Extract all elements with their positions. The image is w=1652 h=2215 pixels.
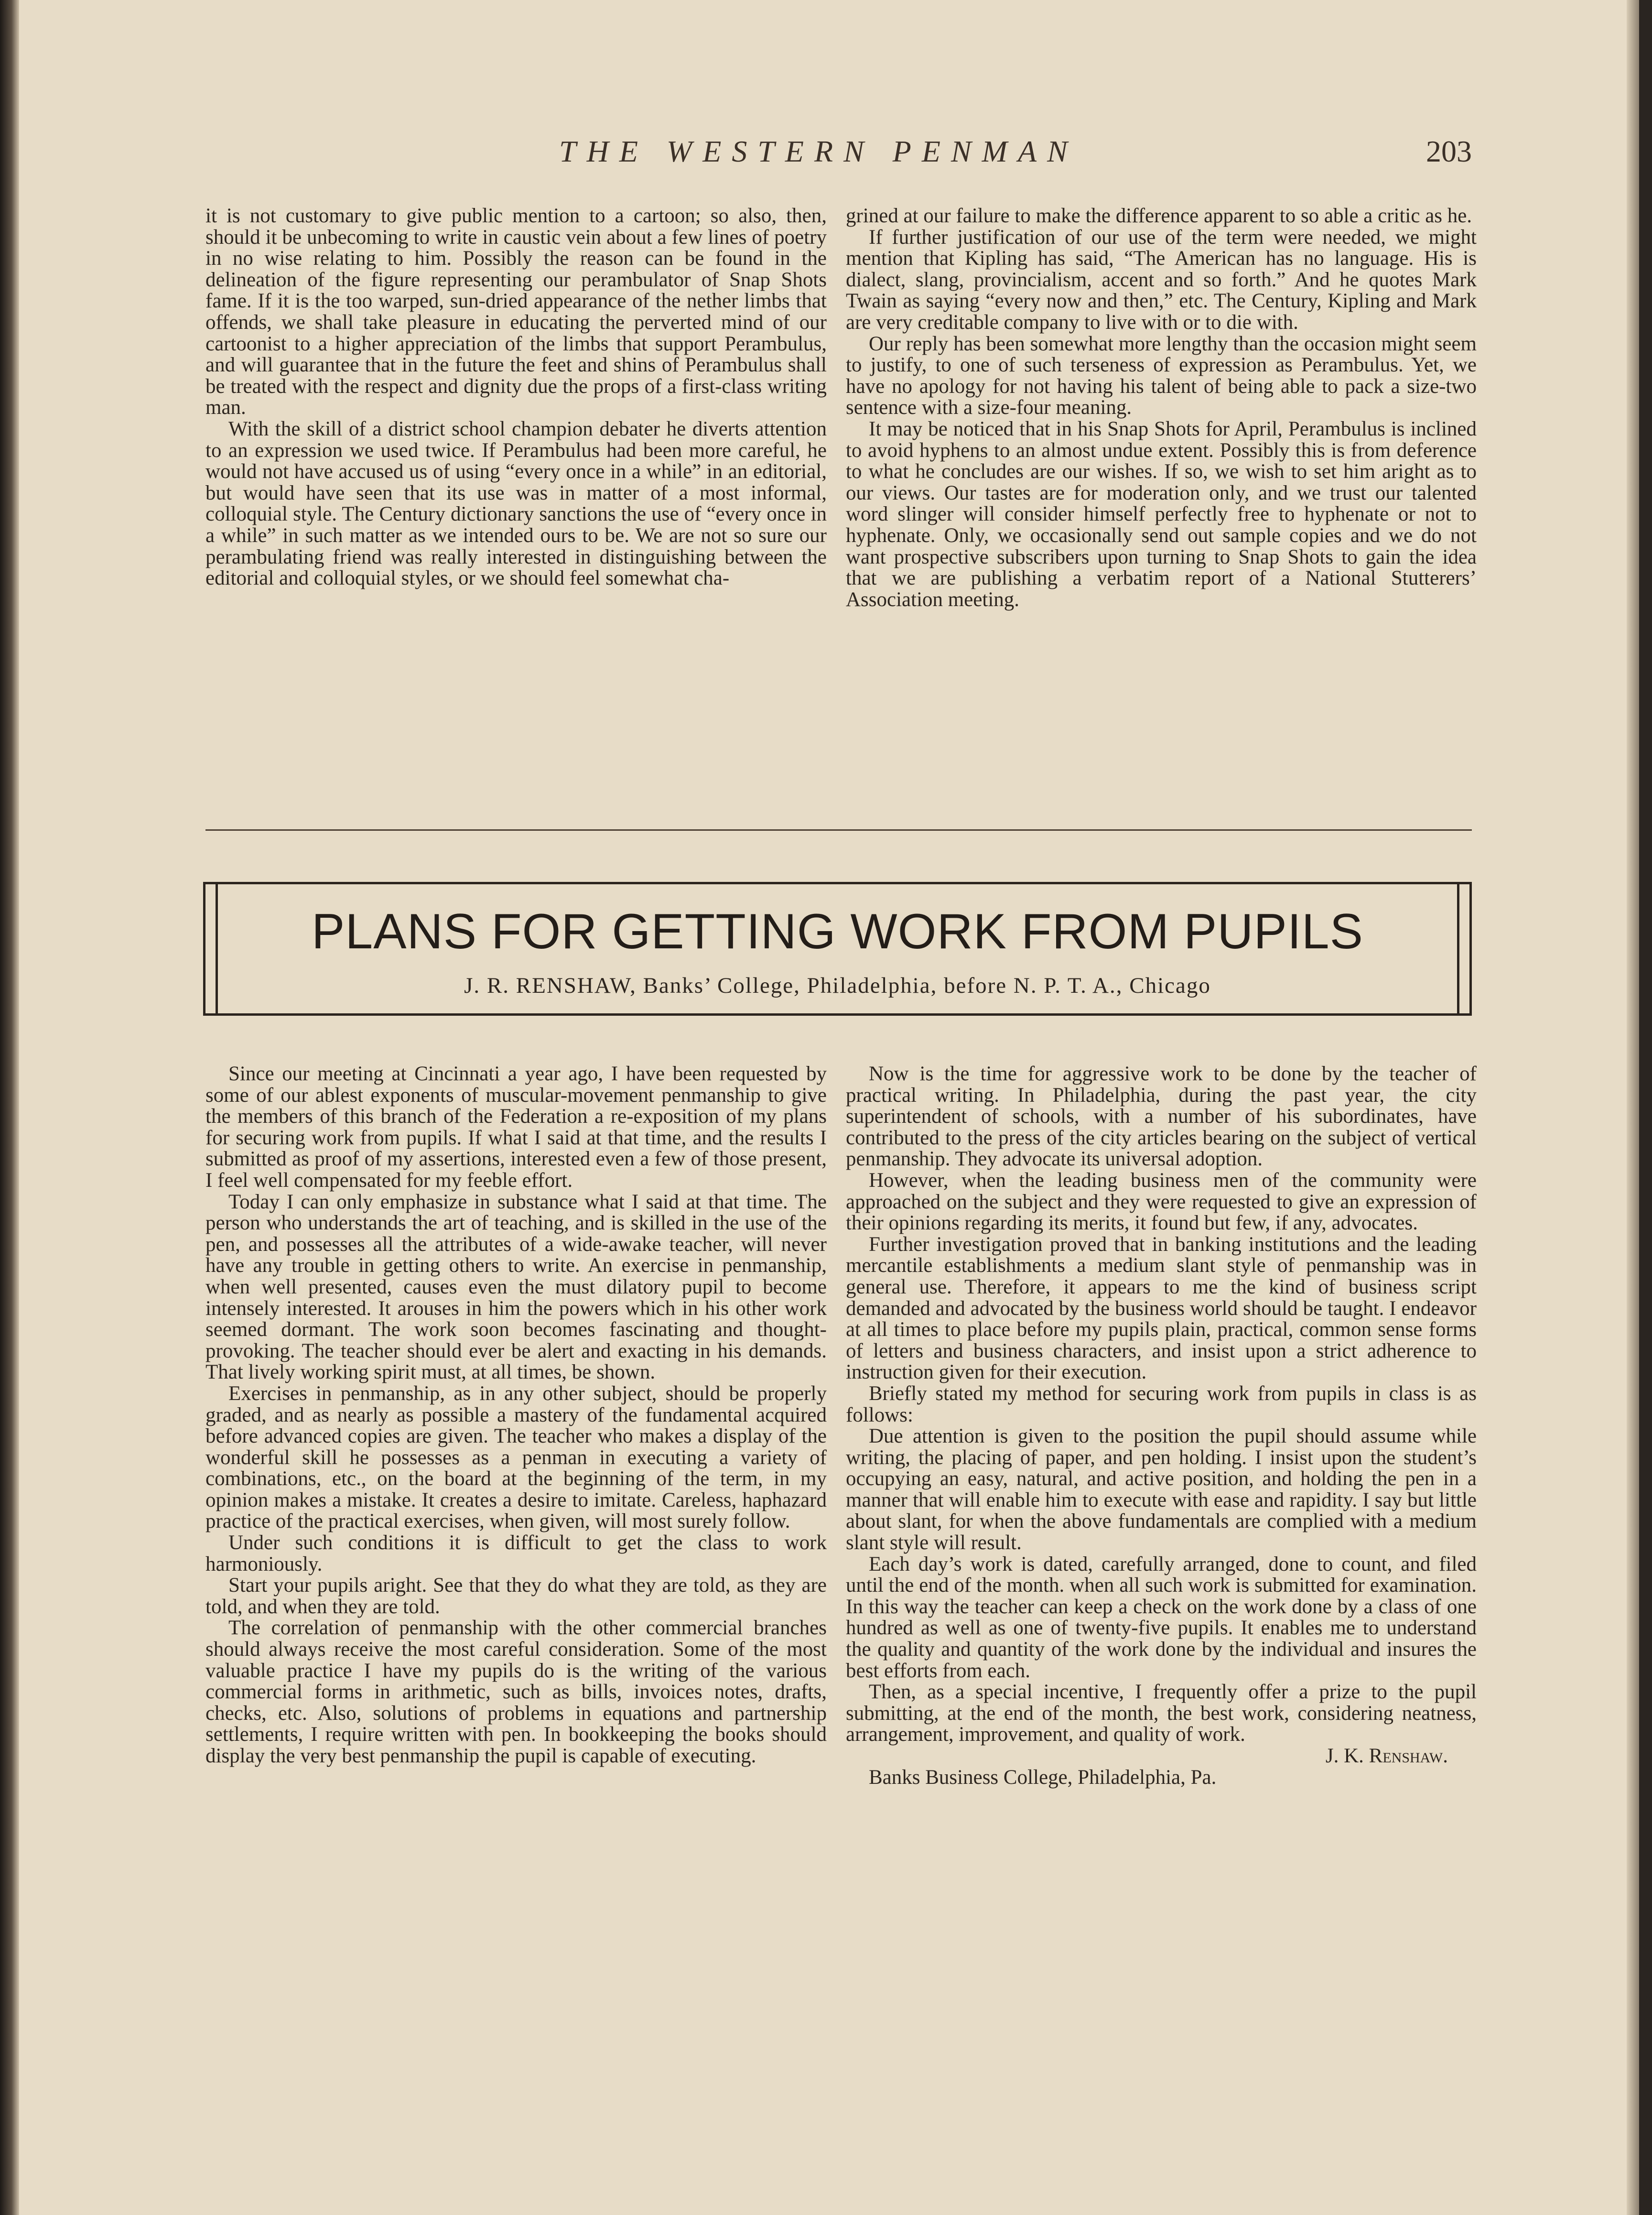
article-title-box xyxy=(203,882,1472,1016)
paragraph: Due attention is given to the position the pupil should assume while writing, the placing of paper, and pen holding. I insist upon the student’s occupying an easy, natural, and active position, and holding the pen in a manner that will enable him to execute with ease and rapidity. I say but little about slant, for when the above fundamentals are complied with a medium slant style will result. xyxy=(846,1425,1477,1554)
paragraph: However, when the leading business men of the community were approached on the subject and they were requested to give an expression of their opinions regarding its merits, it found but few, if any, advocates. xyxy=(846,1169,1477,1235)
paragraph: Today I can only emphasize in substance what I said at that time. The person who understands the art of teaching, and is skilled in the use of the pen, and possesses all the attributes of a wide-awake teacher, will never have any trouble in getting others to write. An exercise in penmanship, when well presented, causes even the must dilatory pupil to become intensely interested. It arouses in him the powers which in his other work seemed dormant. The work soon becomes fascinating and thought-provoking. The teacher should ever be alert and exacting in his demands. That lively working spirit must, at all times, be shown. xyxy=(205,1190,827,1384)
article-left-column xyxy=(205,1064,827,1767)
page-header xyxy=(559,134,1472,177)
paragraph: Under such conditions it is difficult to get the class to work harmoniously. xyxy=(205,1531,827,1575)
paragraph: Exercises in penmanship, as in any other subject, should be properly graded, and as nearly as possible a mastery of the fundamental acquired before advanced copies are given. The teacher who makes a display of the wonderful skill he possesses as a penman in executing a variety of combinations, etc., on the board at the beginning of the term, in my opinion makes a mistake. It creates a desire to imitate. Careless, haphazard practice of the practical exercises, when given, will most surely follow. xyxy=(205,1382,827,1533)
article-byline: J. R. RENSHAW, Banks’ College, Philadelphia, before N. P. T. A., Chicago xyxy=(464,973,1211,998)
article-right-column xyxy=(846,1064,1477,1788)
paragraph: Start your pupils aright. See that they do what they are told, as they are told, and when they are told. xyxy=(205,1574,827,1618)
article-title: PLANS FOR GETTING WORK FROM PUPILS xyxy=(312,904,1363,959)
signature-place: Banks Business College, Philadelphia, Pa. xyxy=(869,1766,1217,1789)
paragraph: it is not customary to give public mention to a cartoon; so also, then, should it be unbecoming to write in caustic vein about a few lines of poetry in no wise relating to him. Possibly the reason can be found in the delineation of the figure representing our perambulator of Snap Shots fame. If it is the too warped, sun-dried appearance of the nether limbs that offends, we shall take pleasure in educating the perverted mind of our cartoonist to a higher appreciation of the limbs that support Perambulus, and will guarantee that in the future the feet and shins of Perambulus shall be treated with the respect and dignity due the props of a first-class writing man. xyxy=(205,205,827,419)
paragraph: The correlation of penmanship with the other commercial branches should always receive the most careful consideration. Some of the most valuable practice I have my pupils do is the writing of the various commercial forms in arithmetic, such as bills, invoices notes, drafts, checks, etc. Also, solutions of problems in equations and partnership settlements, I require written with pen. In bookkeeping the books should display the very best penmanship the pupil is capable of executing. xyxy=(205,1617,827,1767)
page-edge-shadow xyxy=(1627,0,1639,2215)
paragraph: Briefly stated my method for securing work from pupils in class is as follows: xyxy=(846,1382,1477,1426)
previous-article-right-column xyxy=(846,206,1477,610)
paragraph: With the skill of a district school champion debater he diverts attention to an expression we used twice. If Perambulus had been more careful, he would not have accused us of using “every once in a while” in an editorial, but would have seen that its use was in matter of a most informal, colloquial style. The Century dictionary sanctions the use of “every once in a while” in such matter as we intended ours to be. We are not so sure our perambulating friend was really interested in distinguishing between the editorial and colloquial styles, or we should feel somewhat cha- xyxy=(205,417,827,590)
paragraph: If further justification of our use of the term were needed, we might mention that Kipling has said, “The American has no language. His is dialect, slang, provincialism, accent and so forth.” And he quotes Mark Twain as saying “every now and then,” etc. The Century, Kipling and Mark are very creditable company to live with or to die with. xyxy=(846,226,1477,334)
page-number: 203 xyxy=(1426,134,1472,168)
magazine-page xyxy=(19,0,1639,2215)
paragraph: Now is the time for aggressive work to be done by the teacher of practical writing. In Philadelphia, during the past year, the city superintendent of schools, with a number of his subordinates, have contributed to the press of the city articles bearing on the subject of vertical penmanship. They advocate its universal adoption. xyxy=(846,1063,1477,1171)
paragraph: Each day’s work is dated, carefully arranged, done to count, and filed until the end of the month. when all such work is submitted for examination. In this way the teacher can keep a check on the work done by a class of one hundred as well as one of twenty-five pupils. It enables me to understand the quality and quantity of the work done by the individual and insures the best efforts from each. xyxy=(846,1553,1477,1682)
book-spine-shadow xyxy=(0,0,19,2215)
running-head: THE WESTERN PENMAN xyxy=(559,134,1078,168)
paragraph: Our reply has been somewhat more lengthy than the occasion might seem to justify, to one of such terseness of expression as Perambulus. Yet, we have no apology for not having his talent of being able to pack a size-two sentence with a size-four meaning. xyxy=(846,332,1477,419)
paragraph: Since our meeting at Cincinnati a year ago, I have been requested by some of our ablest exponents of muscular-movement penmanship to give the members of this branch of the Federation a re-exposition of my plans for securing work from pupils. If what I said at that time, and the results I submitted as proof of my assertions, interested even a few of those present, I feel well compensated for my feeble effort. xyxy=(205,1063,827,1192)
paragraph: Further investigation proved that in banking institutions and the leading mercantile establishments a medium slant style of penmanship was in general use. Therefore, it appears to me the kind of business script demanded and advocated by the business world should be taught. I endeavor at all times to place before my pupils plain, practical, common sense forms of letters and business characters, and insist upon a strict adherence to instruction given for their execution. xyxy=(846,1233,1477,1384)
paragraph: Then, as a special incentive, I frequently offer a prize to the pupil submitting, at the end of the month, the best work, considering neatness, arrangement, improvement, and quality of work. xyxy=(846,1681,1477,1746)
signature-name: J. K. Renshaw. xyxy=(1325,1745,1448,1767)
section-divider-rule xyxy=(205,829,1472,831)
paragraph: grined at our failure to make the difference apparent to so able a critic as he. xyxy=(846,205,1472,227)
previous-article-left-column xyxy=(205,206,827,589)
paragraph: It may be noticed that in his Snap Shots for April, Perambulus is inclined to avoid hyphens to an almost undue extent. Possibly this is from deference to what he concludes are our wishes. If so, we wish to set him aright as to our views. Our tastes are for moderation only, and we trust our talented word slinger will consider himself perfectly free to hyphenate or not to hyphenate. Only, we occasionally send out sample copies and we do not want prospective subscribers upon turning to Snap Shots to gain the idea that we are publishing a verbatim report of a National Stutterers’ Association meeting. xyxy=(846,417,1477,611)
